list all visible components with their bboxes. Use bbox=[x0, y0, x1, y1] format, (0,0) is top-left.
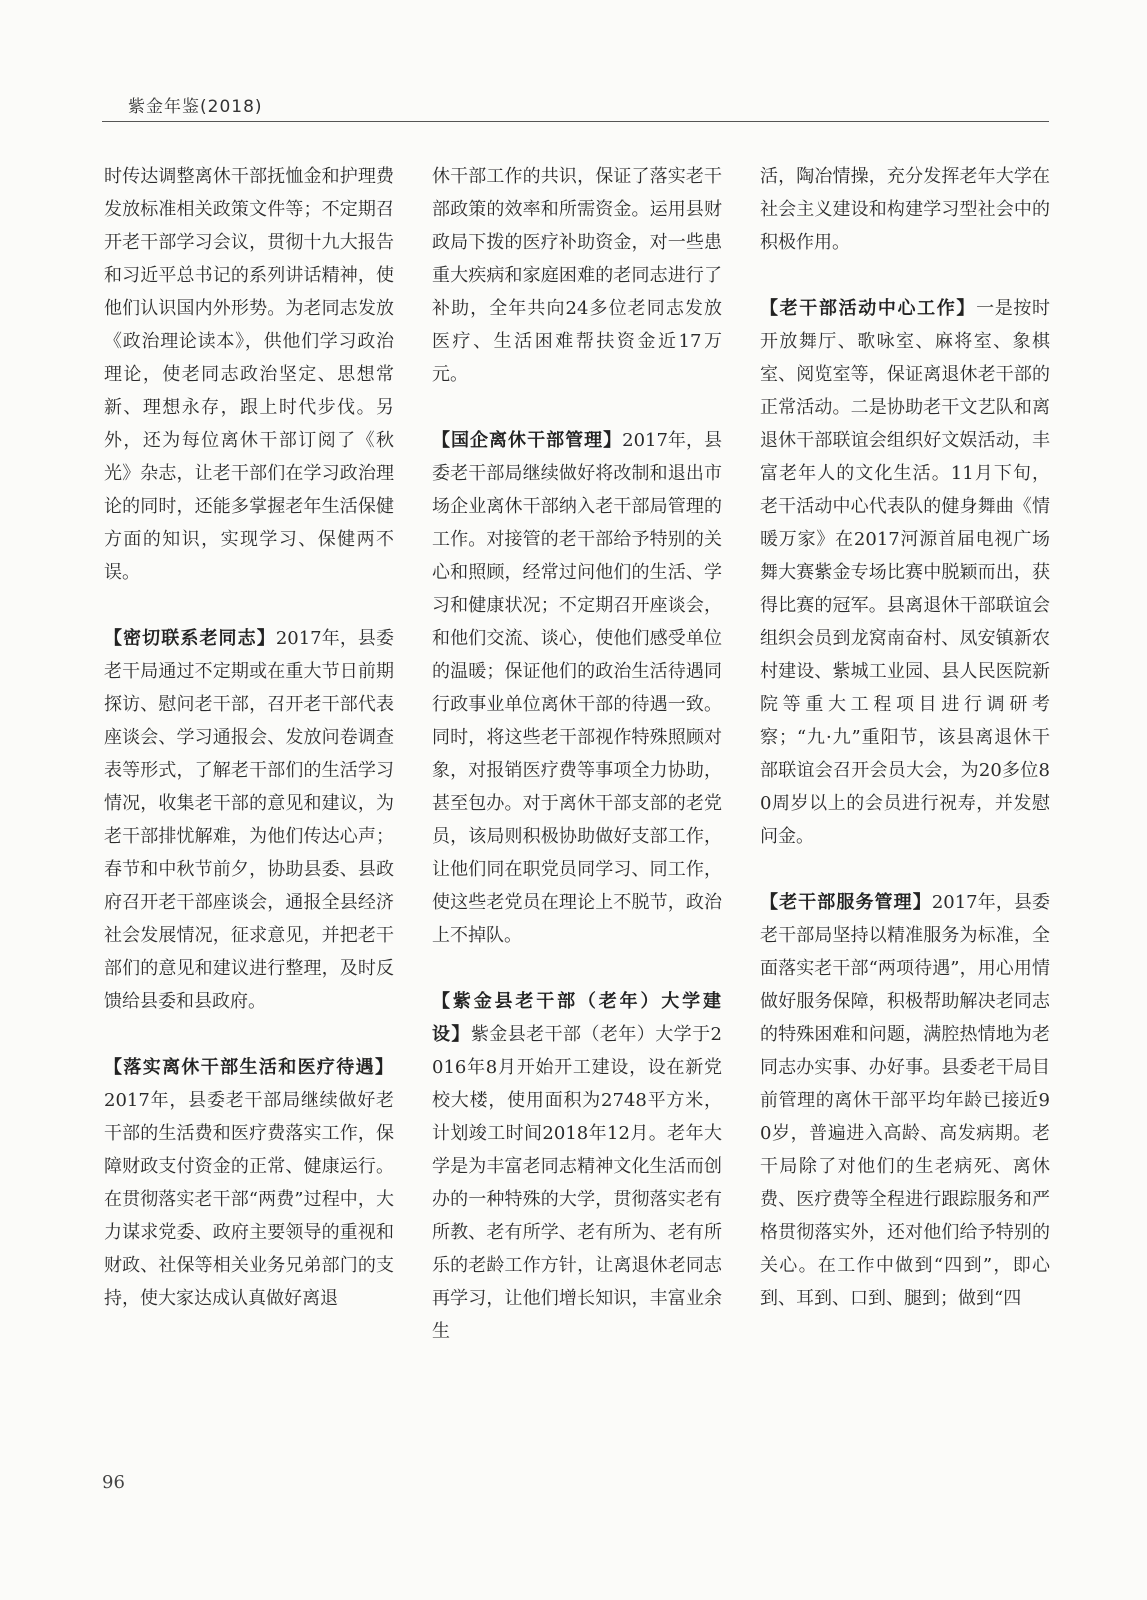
section-heading: 【老干部服务管理】 bbox=[760, 892, 932, 913]
header-rule bbox=[102, 121, 1049, 122]
running-header: 紫金年鉴(2018) bbox=[128, 97, 263, 117]
section-paragraph bbox=[104, 622, 394, 1018]
section-body: 紫金县老干部（老年）大学于2016年8月开始开工建设，设在新党校大楼，使用面积为2748平方米，计划竣工时间2018年12月。老年大学是为丰富老同志精神文化生活而创办的一种特殊的大学，贯彻落实老有所教、老有所学、老有所为、老有所乐的老龄工作方针，让离退休老同志再学习，让他们增长知识，丰富业余生 bbox=[432, 1024, 722, 1342]
section-body: 2017年，县委老干局通过不定期或在重大节日前期探访、慰问老干部，召开老干部代表座谈会、学习通报会、发放问卷调查表等形式，了解老干部们的生活学习情况，收集老干部的意见和建议，为老干部排忧解难，为他们传达心声；春节和中秋节前夕，协助县委、县政府召开老干部座谈会，通报全县经济社会发展情况，征求意见，并把老干部们的意见和建议进行整理，及时反馈给县委和县政府。 bbox=[104, 628, 395, 1012]
paragraph: 时传达调整离休干部抚恤金和护理费发放标准相关政策文件等；不定期召开老干部学习会议，贯彻十九大报告和习近平总书记的系列讲话精神，使他们认识国内外形势。为老同志发放《政治理论读本》，供他们学习政治理论，使老同志政治坚定、思想常新、理想永存，跟上时代步伐。另外，还为每位离休干部订阅了《秋光》杂志，让老干部们在学习政治理论的同时，还能多掌握老年生活保健方面的知识，实现学习、保健两不误。 bbox=[104, 166, 394, 583]
section-heading: 【老干部活动中心工作】 bbox=[760, 298, 977, 319]
paragraph: 休干部工作的共识，保证了落实老干部政策的效率和所需资金。运用县财政局下拨的医疗补助资金，对一些患重大疾病和家庭困难的老同志进行了补助，全年共向24多位老同志发放医疗、生活困难帮扶资金近17万元。 bbox=[432, 166, 722, 385]
text-column-1 bbox=[104, 160, 394, 1315]
section-heading: 【落实离休干部生活和医疗待遇】 bbox=[104, 1057, 394, 1078]
section-body: 2017年，县委老干部局继续做好老干部的生活费和医疗费落实工作，保障财政支付资金的正常、健康运行。在贯彻落实老干部“两费”过程中，大力谋求党委、政府主要领导的重视和财政、社保等相关业务兄弟部门的支持，使大家达成认真做好离退 bbox=[104, 1090, 394, 1309]
page-number: 96 bbox=[102, 1472, 125, 1493]
section-paragraph bbox=[760, 292, 1050, 853]
paragraph-gap bbox=[104, 1018, 394, 1051]
paragraph-gap bbox=[760, 259, 1050, 292]
section-paragraph bbox=[432, 424, 722, 952]
section-body: 一是按时开放舞厅、歌咏室、麻将室、象棋室、阅览室等，保证离退休老干部的正常活动。二是协助老干文艺队和离退休干部联谊会组织好文娱活动，丰富老年人的文化生活。11月下旬，老干活动中心代表队的健身舞曲《情暖万家》在2017河源首届电视广场舞大赛紫金专场比赛中脱颖而出，获得比赛的冠军。县离退休干部联谊会组织会员到龙窝南奋村、凤安镇新农村建设、紫城工业园、县人民医院新院等重大工程项目进行调研考察；“九·九”重阳节，该县离退休干部联谊会召开会员大会，为20多位80周岁以上的会员进行祝寿，并发慰问金。 bbox=[760, 298, 1051, 847]
paragraph: 活，陶冶情操，充分发挥老年大学在社会主义建设和构建学习型社会中的积极作用。 bbox=[760, 166, 1050, 253]
paragraph-gap bbox=[104, 589, 394, 622]
text-column-2 bbox=[432, 160, 722, 1348]
section-paragraph bbox=[104, 1051, 394, 1315]
section-body: 2017年，县委老干部局继续做好将改制和退出市场企业离休干部纳入老干部局管理的工作。对接管的老干部给予特别的关心和照顾，经常过问他们的生活、学习和健康状况；不定期召开座谈会，和他们交流、谈心，使他们感受单位的温暖；保证他们的政治生活待遇同行政事业单位离休干部的待遇一致。同时，将这些老干部视作特殊照顾对象，对报销医疗费等事项全力协助，甚至包办。对于离休干部支部的老党员，该局则积极协助做好支部工作，让他们同在职党员同学习、同工作，使这些老党员在理论上不脱节，政治上不掉队。 bbox=[432, 430, 723, 946]
section-heading: 【紫金县老干部（老年）大学建设】 bbox=[432, 991, 722, 1045]
paragraph-gap bbox=[432, 391, 722, 424]
paragraph-gap bbox=[760, 853, 1050, 886]
section-body: 2017年，县委老干部局坚持以精准服务为标准，全面落实老干部“两项待遇”，用心用情做好服务保障，积极帮助解决老同志的特殊困难和问题，满腔热情地为老同志办实事、办好事。县委老干局目前管理的离休干部平均年龄已接近90岁，普遍进入高龄、高发病期。老干局除了对他们的生老病死、离休费、医疗费等全程进行跟踪服务和严格贯彻落实外，还对他们给予特别的关心。在工作中做到“四到”，即心到、耳到、口到、腿到；做到“四 bbox=[760, 892, 1051, 1309]
paragraph-gap bbox=[432, 952, 722, 985]
section-heading: 【密切联系老同志】 bbox=[104, 628, 276, 649]
section-paragraph bbox=[760, 886, 1050, 1315]
section-paragraph bbox=[432, 985, 722, 1348]
text-column-3 bbox=[760, 160, 1050, 1315]
section-heading: 【国企离休干部管理】 bbox=[432, 430, 623, 451]
